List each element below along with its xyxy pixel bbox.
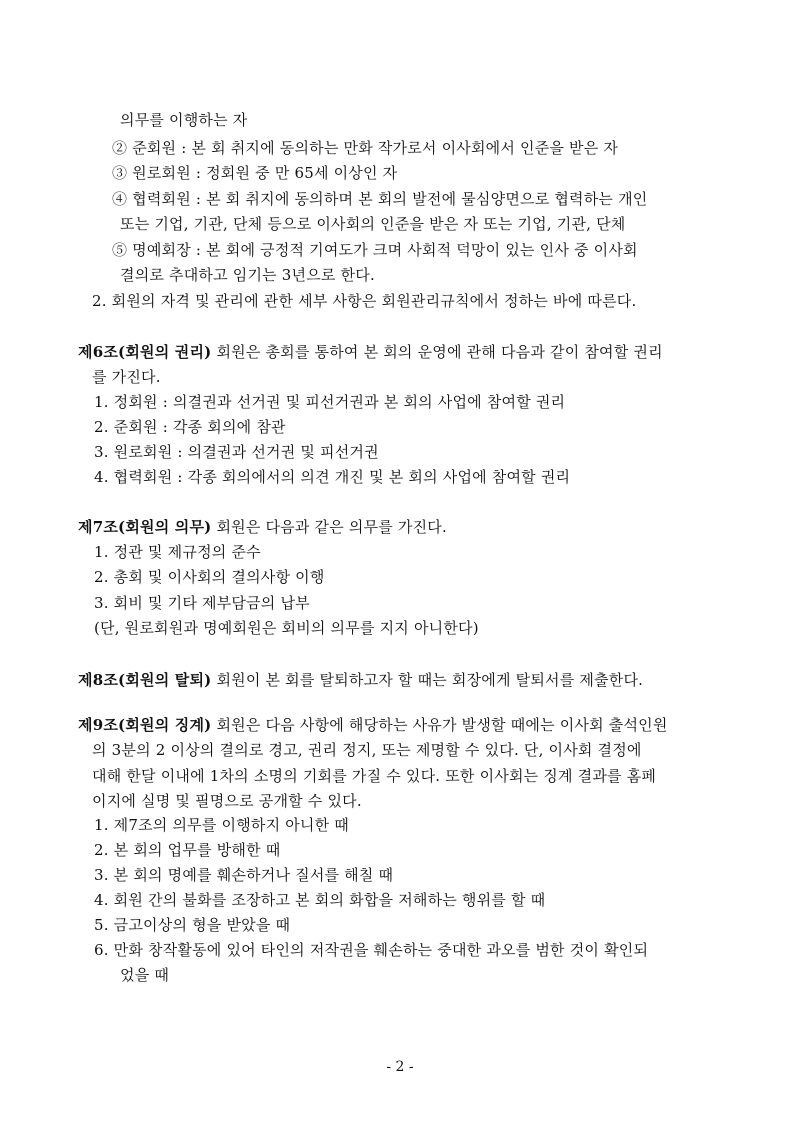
article-6-item-2: 2. 준회원 : 각종 회의에 참관 — [94, 418, 286, 436]
intro-line-1: 의무를 이행하는 자 — [120, 111, 248, 129]
article-6-item-3: 3. 원로회원 : 의결권과 선거권 및 피선거권 — [94, 443, 379, 461]
article-9-item-6-line-2: 었을 때 — [120, 966, 170, 984]
article-9-item-3: 3. 본 회의 명예를 훼손하거나 질서를 해칠 때 — [94, 866, 394, 884]
article-7-line-1 — [78, 517, 447, 537]
article-9-title: 제9조(회원의 징계) — [78, 716, 212, 734]
page-number: - 2 - — [386, 1059, 414, 1075]
article-8-line-1 — [78, 670, 643, 690]
article-6-line-2: 를 가진다. — [92, 368, 161, 386]
article-9-text: 회원은 다음 사항에 해당하는 사유가 발생할 때에는 이사회 출석인원 — [211, 716, 668, 734]
intro-item-5-line-1: ⑤ 명예회장 : 본 회에 긍정적 기여도가 크며 사회적 덕망이 있는 인사 중 이사회 — [112, 241, 638, 259]
intro-item-3: ③ 원로회원 : 정회원 중 만 65세 이상인 자 — [112, 164, 398, 182]
article-9-line-4: 이지에 실명 및 필명으로 공개할 수 있다. — [92, 792, 362, 810]
article-7-note: (단, 원로회원과 명예회원은 회비의 의무를 지지 아니한다) — [94, 619, 479, 637]
article-6-item-1: 1. 정회원 : 의결권과 선거권 및 피선거권과 본 회의 사업에 참여할 권리 — [94, 393, 566, 411]
article-7-item-1: 1. 정관 및 제규정의 준수 — [94, 543, 261, 561]
intro-item-5-line-2: 결의로 추대하고 임기는 3년으로 한다. — [120, 266, 375, 284]
article-9-item-6-line-1: 6. 만화 창작활동에 있어 타인의 저작권을 훼손하는 중대한 과오를 범한 것이 확인되 — [94, 941, 649, 959]
article-8-title: 제8조(회원의 탈퇴) — [78, 671, 212, 689]
article-9-item-5: 5. 금고이상의 형을 받았을 때 — [94, 916, 291, 934]
intro-item-4-line-2: 또는 기업, 기관, 단체 등으로 이사회의 인준을 받은 자 또는 기업, 기관, 단체 — [120, 215, 626, 233]
article-6-text: 회원은 총회를 통하여 본 회의 운영에 관해 다음과 같이 참여할 권리 — [211, 343, 663, 361]
article-7-title: 제7조(회원의 의무) — [78, 518, 212, 536]
intro-item-4-line-1: ④ 협력회원 : 본 회 취지에 동의하며 본 회의 발전에 물심양면으로 협력하는 개인 — [112, 190, 648, 208]
article-9-item-2: 2. 본 회의 업무를 방해한 때 — [94, 841, 281, 859]
intro-clause-2: 2. 회원의 자격 및 관리에 관한 세부 사항은 회원관리규칙에서 정하는 바에 따른다. — [92, 292, 637, 310]
article-7-text: 회원은 다음과 같은 의무를 가진다. — [211, 518, 447, 536]
article-7-item-3: 3. 회비 및 기타 제부담금의 납부 — [94, 594, 310, 612]
article-6-line-1 — [78, 342, 663, 362]
intro-item-2: ② 준회원 : 본 회 취지에 동의하는 만화 작가로서 이사회에서 인준을 받은 자 — [112, 139, 619, 157]
article-9-item-4: 4. 회원 간의 불화를 조장하고 본 회의 화합을 저해하는 행위를 할 때 — [94, 891, 546, 909]
article-9-item-1: 1. 제7조의 의무를 이행하지 아니한 때 — [94, 816, 349, 834]
article-6-title: 제6조(회원의 권리) — [78, 343, 212, 361]
article-6-item-4: 4. 협력회원 : 각종 회의에서의 의견 개진 및 본 회의 사업에 참여할 권리 — [94, 468, 571, 486]
article-9-line-1 — [78, 715, 668, 735]
article-9-line-2: 의 3분의 2 이상의 결의로 경고, 권리 정지, 또는 제명할 수 있다. 단, 이사회 결정에 — [92, 741, 642, 759]
article-7-item-2: 2. 총회 및 이사회의 결의사항 이행 — [94, 568, 325, 586]
article-8-text: 회원이 본 회를 탈퇴하고자 할 때는 회장에게 탈퇴서를 제출한다. — [211, 671, 644, 689]
article-9-line-3: 대해 한달 이내에 1차의 소명의 기회를 가질 수 있다. 또한 이사회는 징계 결과를 홈페 — [92, 767, 657, 785]
